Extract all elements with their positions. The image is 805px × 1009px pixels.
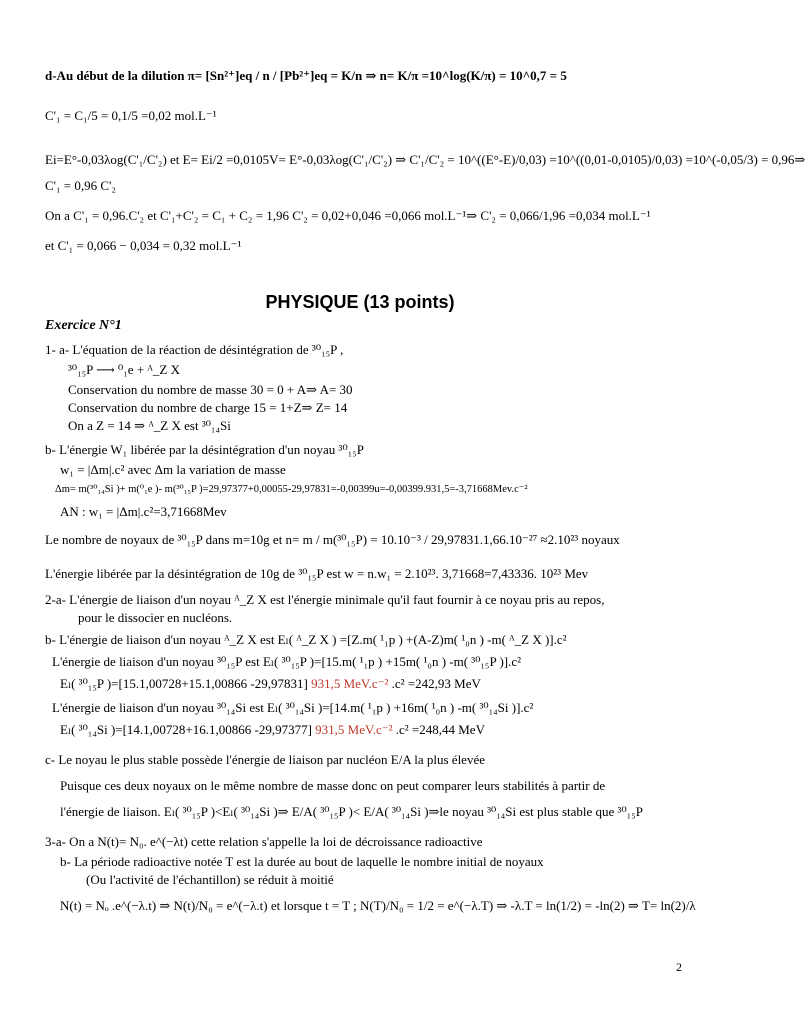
q3b-line2: (Ou l'activité de l'échantillon) se réduit à moitié	[86, 872, 334, 887]
chem-c1: C'₁ = C₁/5 = 0,1/5 =0,02 mol.L⁻¹	[45, 108, 217, 123]
q2a-line1: 2-a- L'énergie de liaison d'un noyau ᴬ_Z X est l'énergie minimale qu'il faut fournir à ce noyau pris au repos,	[45, 592, 605, 607]
q2b-line3-red: 931,5 MeV.c⁻²	[307, 676, 392, 691]
q1b-energie: L'énergie libérée par la désintégration de 10g de ³⁰₁₅P est w = n.w₁ = 2.10²³. 3,71668=7,43336. 10²³ Mev	[45, 566, 589, 581]
chem-d-intro: d-Au début de la dilution π= [Sn²⁺]eq / n / [Pb²⁺]eq = K/n ⇒ n= K/π =10^log(K/π) = 10^0,7 = 5	[45, 68, 567, 83]
q2c-line3: l'énergie de liaison. Eₗ( ³⁰₁₅P )<Eₗ( ³⁰₁₄Si )⇒ E/A( ³⁰₁₅P )< E/A( ³⁰₁₄Si )⇒le noyau ³⁰₁₄Si est plus stable que ³⁰₁₅P	[60, 804, 643, 819]
q3a-line: 3-a- On a N(t)= N₀. e^(−λt) cette relation s'appelle la loi de décroissance radioactive	[45, 834, 483, 849]
q2b-line5-b: .c² =248,44 MeV	[395, 722, 485, 737]
chem-on-a: On a C'₁ = 0,96.C'₂ et C'₁+C'₂ = C₁ + C₂ = 1,96 C'₂ = 0,02+0,046 =0,066 mol.L⁻¹⇒ C'₂ = 0,066/1,96 =0,034 mol.L⁻¹	[45, 208, 651, 223]
section-title: PHYSIQUE (13 points)	[265, 292, 455, 312]
chem-relation: C'₁ = 0,96 C'₂	[45, 178, 116, 193]
q2b-line5	[60, 722, 485, 738]
q3b-line3: N(t) = Nₒ .e^(−λ.t) ⇒ N(t)/N₀ = e^(−λ.t) et lorsque t = T ; N(T)/N₀ = 1/2 = e^(−λ.T) ⇒ -λ.T = ln(1/2) = -ln(2) ⇒ T= ln(2)/λ	[60, 898, 696, 913]
q2c-line1: c- Le noyau le plus stable possède l'énergie de liaison par nucléon E/A la plus élevée	[45, 752, 485, 767]
q2b-line2: L'énergie de liaison d'un noyau ³⁰₁₅P est Eₗ( ³⁰₁₅P )=[15.m( ¹₁p ) +15m( ¹₀n ) -m( ³⁰₁₅P )].c²	[52, 654, 522, 669]
q3b-line1: b- La période radioactive notée T est la durée au bout de laquelle le nombre initial de noyaux	[60, 854, 544, 869]
exercise-heading: Exercice N°1	[45, 318, 122, 333]
q1b-nombre-noyaux: Le nombre de noyaux de ³⁰₁₅P dans m=10g et n= m / m(³⁰₁₅P) = 10.10⁻³ / 29,97831.1,66.10⁻²⁷ ≈2.10²³ noyaux	[45, 532, 620, 547]
q1a-heading: 1- a- L'équation de la réaction de désintégration de ³⁰₁₅P ,	[45, 342, 344, 357]
q2b-line5-a: Eₗ( ³⁰₁₄Si )=[14.1,00728+16.1,00866 -29,97377]	[60, 722, 312, 737]
chem-ei: Ei=E°-0,03λog(C'₁/C'₂) et E= Ei/2 =0,0105V= E°-0,03λog(C'₁/C'₂) ⇒ C'₁/C'₂ = 10^((E°-E)/0,03) =10^((0,01-0,0105)/0,03) =10^(-0,05/3) = 0,96⇒	[45, 152, 805, 167]
q2c-line2: Puisque ces deux noyaux on le même nombre de masse donc on peut comparer leurs stabilités à partir de	[60, 778, 606, 793]
q2b-line3-b: .c² =242,93 MeV	[391, 676, 481, 691]
q1a-charge: Conservation du nombre de charge 15 = 1+Z⇒ Z= 14	[68, 400, 348, 415]
q2b-line4: L'énergie de liaison d'un noyau ³⁰₁₄Si est Eₗ( ³⁰₁₄Si )=[14.m( ¹₁p ) +16m( ¹₀n ) -m( ³⁰₁₄Si )].c²	[52, 700, 534, 715]
q1b-heading: b- L'énergie W₁ libérée par la désintégration d'un noyau ³⁰₁₅P	[45, 442, 364, 457]
q1b-w1: w₁ = |Δm|.c² avec Δm la variation de masse	[60, 462, 286, 477]
q1a-equation: ³⁰₁₅P ⟶ ⁰₁e + ᴬ_Z X	[68, 362, 180, 377]
q2b-line1: b- L'énergie de liaison d'un noyau ᴬ_Z X est Eₗ( ᴬ_Z X ) =[Z.m( ¹₁p ) +(A-Z)m( ¹₀n ) -m( ᴬ_Z X )].c²	[45, 632, 567, 647]
q2b-line3	[60, 676, 481, 692]
page-number: 2	[676, 960, 682, 974]
q2b-line5-red: 931,5 MeV.c⁻²	[311, 722, 396, 737]
q1a-mass: Conservation du nombre de masse 30 = 0 + A⇒ A= 30	[68, 382, 353, 397]
q1b-an: AN : w₁ = |Δm|.c²=3,71668Mev	[60, 504, 227, 519]
chem-et: et C'₁ = 0,066 − 0,034 = 0,32 mol.L⁻¹	[45, 238, 242, 253]
q2b-line3-a: Eₗ( ³⁰₁₅P )=[15.1,00728+15.1,00866 -29,97831]	[60, 676, 308, 691]
q1b-delta-m: Δm= m(³⁰₁₄Si )+ m(⁰₁e )- m(³⁰₁₅P )=29,97377+0,00055-29,97831=-0,00399u=-0,00399.931,5=-3,71668Mev.c⁻²	[55, 484, 528, 495]
q2a-line2: pour le dissocier en nucléons.	[78, 610, 233, 625]
q1a-ona: On a Z = 14 ⇒ ᴬ_Z X est ³⁰₁₄Si	[68, 418, 231, 433]
